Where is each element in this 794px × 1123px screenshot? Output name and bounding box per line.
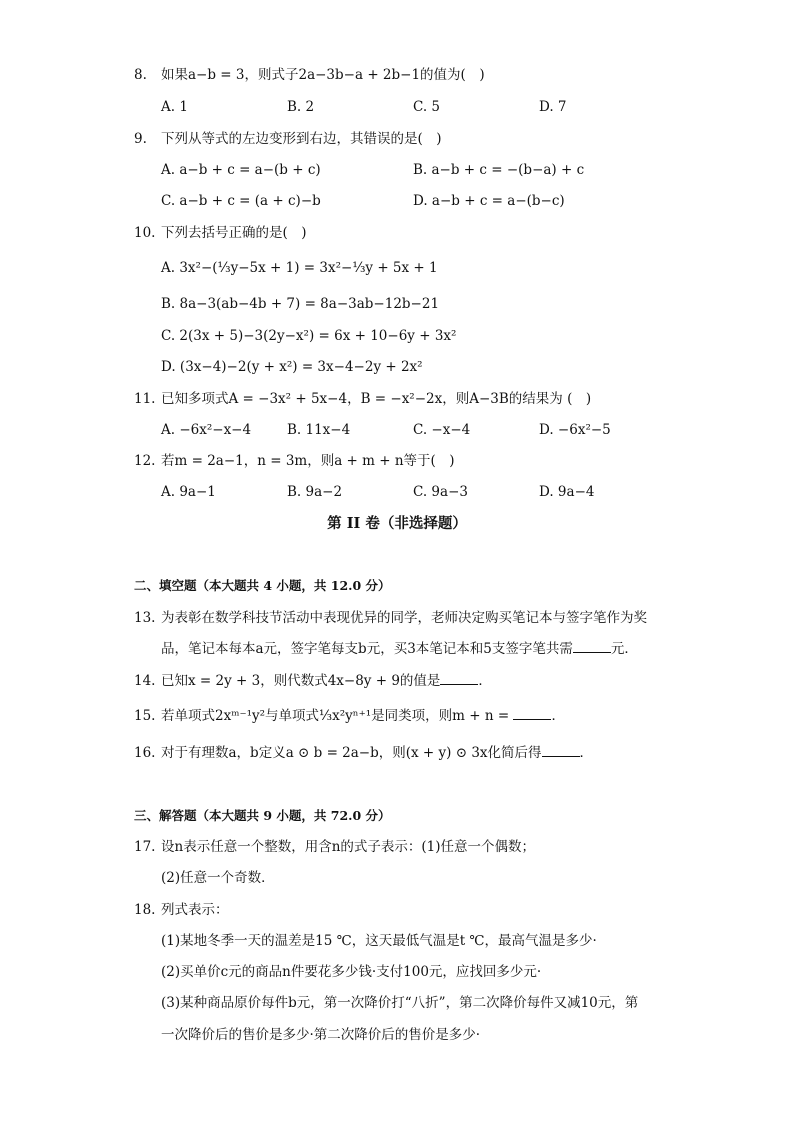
option-b: B. 2 xyxy=(287,99,315,115)
option-c: C. −x−4 xyxy=(413,422,471,438)
question-number: 16. xyxy=(134,745,156,761)
option-d: D. 9a−4 xyxy=(539,484,595,500)
option-a: A. a−b + c = a−(b + c) xyxy=(161,162,321,178)
question-stem: 下列从等式的左边变形到右边，其错误的是( ) xyxy=(161,131,442,147)
option-d: D. a−b + c = a−(b−c) xyxy=(413,193,565,209)
question-number: 13. xyxy=(134,610,156,626)
question-number: 10. xyxy=(134,225,156,241)
option-b: B. a−b + c = −(b−a) + c xyxy=(413,162,585,178)
sub-question-3: (3)某种商品原价每件b元，第一次降价打“八折”，第二次降价每件又减10元，第 xyxy=(161,995,639,1011)
question-stem xyxy=(161,707,565,725)
answer-blank xyxy=(573,640,611,653)
option-b: B. 8a−3(ab−4b + 7) = 8a−3ab−12b−21 xyxy=(161,296,440,312)
option-a: A. 9a−1 xyxy=(161,484,216,500)
answer-blank xyxy=(513,707,551,720)
question-number: 15. xyxy=(134,708,156,724)
question-text: 已知x = 2y + 3，则代数式4x−8y + 9的值是 xyxy=(161,673,441,689)
question-number: 11. xyxy=(134,391,156,407)
question-stem xyxy=(161,744,593,762)
option-d: D. −6x²−5 xyxy=(539,422,611,438)
question-number: 17. xyxy=(134,839,156,855)
question-text: 对于有理数a，b定义a ⊙ b = 2a−b，则(x + y) ⊙ 3x化简后得 xyxy=(161,745,542,761)
answer-blank xyxy=(440,672,478,685)
question-number: 8. xyxy=(134,67,147,83)
option-d: D. (3x−4)−2(y + x²) = 3x−4−2y + 2x² xyxy=(161,359,423,375)
option-c: C. 2(3x + 5)−3(2y−x²) = 6x + 10−6y + 3x² xyxy=(161,328,457,344)
sub-question-2: (2)买单价c元的商品n件要花多少钱·支付100元，应找回多少元· xyxy=(161,964,542,980)
question-stem-line2 xyxy=(161,640,638,658)
option-a: A. −6x²−x−4 xyxy=(161,422,252,438)
question-number: 9. xyxy=(134,131,147,147)
solution-section-heading: 三、解答题（本大题共 9 小题，共 72.0 分） xyxy=(134,808,391,823)
question-number: 12. xyxy=(134,453,156,469)
question-stem: 若m = 2a−1，n = 3m，则a + m + n等于( ) xyxy=(161,453,455,469)
question-stem: 已知多项式A = −3x² + 5x−4，B = −x²−2x，则A−3B的结果为 ( ) xyxy=(161,391,592,407)
question-stem: 设n表示任意一个整数，用含n的式子表示：(1)任意一个偶数； xyxy=(161,839,536,855)
question-stem: 为表彰在数学科技节活动中表现优异的同学，老师决定购买笔记本与签字笔作为奖 xyxy=(161,610,647,626)
sub-question-3-line2: 一次降价后的售价是多少·第二次降价后的售价是多少· xyxy=(161,1027,481,1043)
question-text: 若单项式2xᵐ⁻¹y²与单项式⅓x²yⁿ⁺¹是同类项，则m + n = xyxy=(161,708,514,724)
question-number: 18. xyxy=(134,902,156,918)
fill-in-section-heading: 二、填空题（本大题共 4 小题，共 12.0 分） xyxy=(134,578,391,593)
option-c: C. a−b + c = (a + c)−b xyxy=(161,193,321,209)
option-a: A. 3x²−(⅓y−5x + 1) = 3x²−⅓y + 5x + 1 xyxy=(161,260,438,276)
question-stem: 如果a−b = 3，则式子2a−3b−a + 2b−1的值为( ) xyxy=(161,67,485,83)
question-stem: 下列去括号正确的是( ) xyxy=(161,225,307,241)
option-b: B. 9a−2 xyxy=(287,484,343,500)
option-c: C. 9a−3 xyxy=(413,484,468,500)
option-d: D. 7 xyxy=(539,99,567,115)
question-tail: ． xyxy=(579,745,594,761)
sub-question-1: (1)某地冬季一天的温差是15 ℃，这天最低气温是t ℃，最高气温是多少· xyxy=(161,933,597,949)
question-tail: 元． xyxy=(610,641,638,657)
question-tail: ． xyxy=(551,708,565,724)
question-stem: 列式表示： xyxy=(161,902,229,918)
option-c: C. 5 xyxy=(413,99,441,115)
question-stem-line2: (2)任意一个奇数． xyxy=(161,870,275,886)
question-stem xyxy=(161,672,492,690)
option-b: B. 11x−4 xyxy=(287,422,351,438)
question-number: 14. xyxy=(134,673,156,689)
option-a: A. 1 xyxy=(161,99,188,115)
question-tail: ． xyxy=(478,673,492,689)
part-two-title: 第 II 卷（非选择题） xyxy=(327,515,467,532)
answer-blank xyxy=(542,744,580,757)
question-text: 品，笔记本每本a元，签字笔每支b元，买3本笔记本和5支签字笔共需 xyxy=(161,641,573,657)
